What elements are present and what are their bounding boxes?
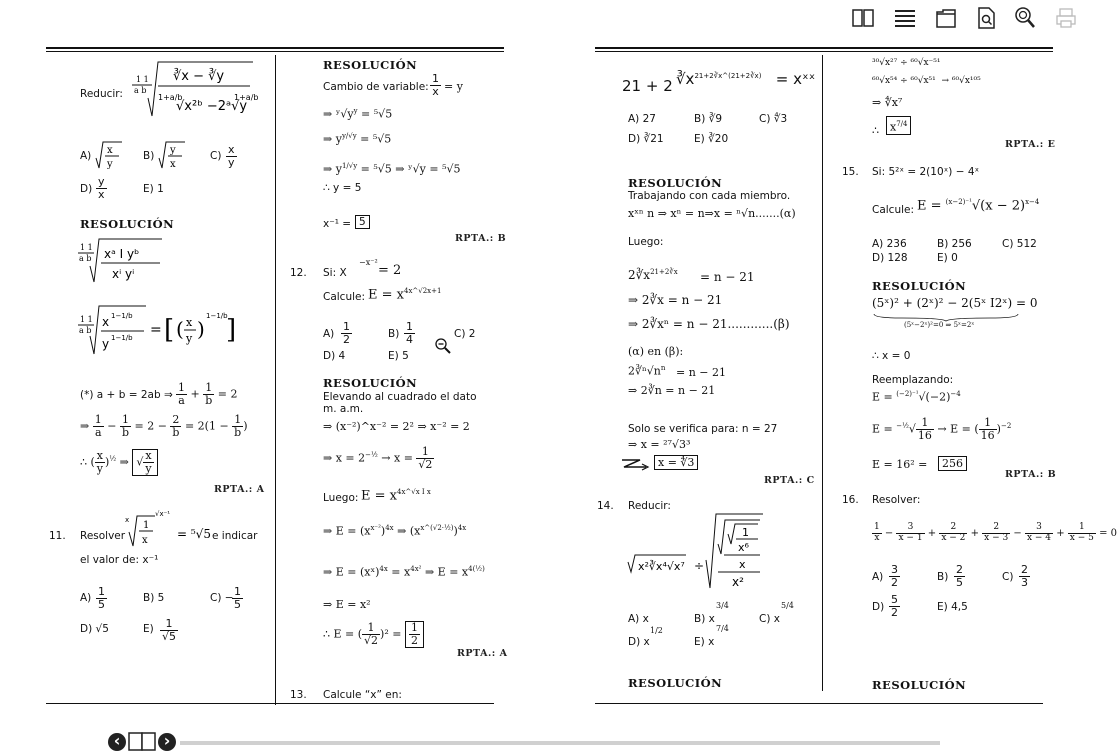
res1-step-1: = n − 21 — [700, 270, 755, 284]
problem-13-eq-rest: $∛x^{21+2∛x\^{}(21+2∛x)}$ = xˣˣ — [676, 70, 816, 88]
res1-step-4-lhs: $2∛^n√n^n$ — [628, 364, 666, 378]
mid-step-x: x⁻¹ = — [323, 218, 352, 230]
problem-15-opt-d: D) 128 — [872, 252, 908, 264]
reduce-opt-a-math — [94, 138, 124, 172]
res1-step-4: = n − 21 — [676, 366, 727, 379]
problem-14-opt-a: A) x — [628, 613, 649, 625]
problem-14-opt-c-exp: 5/4 — [781, 601, 794, 610]
problem-16-number: 16. — [842, 494, 859, 506]
problem-12-opt-c: C) 2 — [454, 328, 476, 340]
change-variable-eq: = y — [444, 80, 463, 93]
svg-text:x⁶: x⁶ — [738, 541, 749, 554]
svg-text:1−1/b: 1−1/b — [111, 312, 133, 320]
rpta-12: RPTA.: A — [457, 648, 508, 659]
problem-11-text-a: Resolver — [80, 530, 126, 542]
res-top-answer-box: $x^{7/4}$ — [886, 116, 911, 135]
next-page-button[interactable]: › — [158, 733, 176, 751]
resolution-heading-6: RESOLUCIÓN — [872, 279, 967, 293]
problem-16-opt-d: D) — [872, 601, 885, 613]
problem-11-number: 11. — [49, 530, 66, 542]
svg-text:y: y — [170, 145, 176, 156]
svg-text:1 1: 1 1 — [136, 75, 149, 84]
arrow-icon — [620, 457, 650, 469]
problem-15-step-3: E = 16² = — [872, 458, 928, 471]
problem-12-opt-e: E) 5 — [388, 350, 409, 362]
svg-text:1: 1 — [742, 526, 749, 539]
rpta-reduce: RPTA.: A — [214, 484, 265, 495]
problem-14-opt-c: C) x — [759, 613, 780, 625]
problem-15-opt-b: B) 256 — [937, 238, 972, 250]
page-scrollbar[interactable] — [180, 741, 940, 745]
problem-15-opt-a: A) 236 — [872, 238, 907, 250]
book-view-icon[interactable] — [851, 6, 875, 30]
problem-15-x0: ∴ x = 0 — [872, 350, 911, 362]
svg-text:a b: a b — [79, 254, 92, 263]
svg-text:=: = — [150, 322, 162, 338]
problem-15-eq1: (5ˣ)² + (2ˣ)² − 2(5ˣ I2ˣ) = 0 — [872, 296, 1038, 310]
reduce-opt-c-math: $\frac{x}{y}$ — [228, 143, 235, 170]
res1-step-6: ⇒ x = ²⁷√3³ — [628, 438, 691, 451]
svg-text:x: x — [125, 516, 130, 524]
problem-15-answer-box: 256 — [938, 456, 967, 471]
problem-12-number: 12. — [290, 267, 307, 279]
svg-text:1+a/b: 1+a/b — [158, 93, 183, 102]
problem-11-opt-e: E) — [143, 623, 154, 635]
page-rule-top-right — [595, 47, 1053, 49]
problem-16-equation: $\frac{1}{x}$ − $\frac{3}{x - 1}$ + $\frac{2}{x - 2}$ + $\frac{2}{x - 3}$ − $\frac{3}{x - 4}$ + $\frac{1}{x - 5}$ = 0 — [874, 522, 1117, 543]
svg-text:= ⁵√5: = ⁵√5 — [177, 527, 211, 541]
problem-14-expression — [628, 510, 818, 592]
resolution-1-expression — [76, 236, 166, 286]
problem-16-text: Resolver: — [872, 494, 921, 506]
problem-15-expression: $E = ^{(x-2)^{-1}}√(x - 2)^{x-4}$ — [917, 198, 1040, 214]
problem-16-opt-c-math: $\frac{2}{3}$ — [1021, 563, 1028, 590]
res1-step-2: ⇒ 2∛x = n − 21 — [628, 293, 723, 307]
res-top-line-1: ³⁰√x²⁷ ÷ ⁶⁰√x⁻⁵¹ — [872, 58, 941, 68]
problem-12-luego: Luego: — [323, 492, 359, 504]
resolution-heading-7: RESOLUCIÓN — [872, 678, 967, 692]
svg-text:1 1: 1 1 — [80, 243, 93, 252]
mid-step-2: ⇒ $y^{y/√y} = ^5√5$ — [323, 132, 392, 146]
svg-text:1: 1 — [143, 520, 150, 531]
svg-text:xᵃ I yᵇ: xᵃ I yᵇ — [104, 247, 140, 261]
reduce-expression — [128, 58, 258, 120]
problem-11-opt-e-math: $\frac{1}{√5}$ — [162, 617, 177, 644]
svg-text:a b: a b — [79, 326, 92, 335]
problem-15-si: Si: 5²ˣ = 2(10ˣ) − 4ˣ — [872, 166, 980, 178]
note-a-b-math: $\frac{1}{a}$ + $\frac{1}{b}$ = 2 — [178, 381, 238, 408]
problem-15-opt-e: E) 0 — [937, 252, 958, 264]
problem-11-opt-c-math: $\frac{1}{5}$ — [234, 585, 241, 612]
res1-verifica: Solo se verifica para: n = 27 — [628, 423, 778, 435]
problem-16-opt-d-math: $\frac{5}{2}$ — [891, 593, 898, 620]
answer-box-5: 5 — [355, 215, 370, 229]
reduce-opt-b: B) — [143, 150, 155, 162]
problem-14-opt-d: D) x — [628, 636, 650, 648]
problem-11-opt-c: C) − — [210, 592, 234, 604]
res1-step-1-lhs: $2∛x^{21+2∛x}$ — [628, 268, 678, 282]
svg-text:x: x — [739, 558, 746, 571]
page-rule-top-left-thin — [46, 51, 504, 52]
res1-step-3: ⇒ 2∛xⁿ = n − 21............(β) — [628, 317, 790, 331]
problem-11-expression — [125, 510, 215, 550]
svg-text:x²: x² — [732, 575, 744, 589]
res1-alpha-beta: (α) en (β): — [628, 345, 684, 358]
svg-text:x²∛x⁴√x⁷: x²∛x⁴√x⁷ — [638, 560, 685, 573]
problem-12-exponent: −x⁻² — [359, 258, 378, 267]
column-divider-left — [275, 55, 276, 705]
mid-step-y: ∴ y = 5 — [323, 182, 362, 194]
svg-text:(: ( — [176, 317, 184, 341]
res-top-answer-base: x — [890, 120, 897, 134]
problem-13-opt-c: C) ∜3 — [759, 113, 788, 125]
problem-14-opt-b-exp: 3/4 — [716, 601, 729, 610]
problem-16-opt-a: A) — [872, 571, 884, 583]
svg-text:∛x − ∛y: ∛x − ∛y — [173, 69, 225, 84]
svg-text:[: [ — [164, 315, 175, 345]
problem-15-calcule: Calcule: — [872, 204, 915, 216]
svg-text:x: x — [102, 315, 110, 329]
svg-text:1 1: 1 1 — [80, 315, 93, 324]
list-view-icon[interactable] — [893, 6, 917, 30]
problem-14-opt-e: E) x — [694, 636, 715, 648]
problem-12-expression: $E = x^{4x\^{}√2x+1}$ — [368, 287, 442, 303]
problem-11-opt-b: B) 5 — [143, 592, 165, 604]
svg-text:√x²ᵇ −2ᵃ√y: √x²ᵇ −2ᵃ√y — [176, 99, 248, 114]
page-rule-top-right-thin — [595, 51, 1053, 52]
step-result: ∴ ( $\frac{x}{y}$ )$^{\frac{1}{2}}$ ⇒ √ $\frac{x}{y}$ — [80, 449, 158, 476]
problem-12-opt-d: D) 4 — [323, 350, 346, 362]
page-rule-top-left — [46, 47, 504, 49]
problem-16-opt-a-math: $\frac{3}{2}$ — [891, 563, 898, 590]
svg-text:1−1/b: 1−1/b — [111, 334, 133, 342]
svg-text:): ) — [197, 317, 205, 341]
res1-line-1: xˣⁿ n ⇒ xⁿ = n⇒x = ⁿ√n.......(α) — [628, 207, 796, 220]
problem-16-opt-b-math: $\frac{2}{5}$ — [956, 563, 963, 590]
problem-12-opt-b: B) — [388, 328, 400, 340]
problem-16-opt-e: E) 4,5 — [937, 601, 968, 613]
svg-text:x: x — [142, 535, 148, 546]
problem-14-opt-d-exp: 1/2 — [650, 626, 663, 635]
svg-text:÷: ÷ — [694, 559, 705, 573]
problem-13-opt-e: E) ∛20 — [694, 133, 729, 145]
problem-12-step-2: ⇒ $x = 2^{-\frac{1}{2}} \to x$ = $\frac{1}{√2}$ — [323, 445, 433, 472]
reducir-label: Reducir: — [80, 88, 123, 100]
reduce-opt-b-math — [157, 138, 187, 172]
res-top-line-2: ⁶⁰√x⁵⁴ ÷ ⁶⁰√x⁵¹ → ⁶⁰√x¹⁰⁵ — [872, 76, 981, 86]
reduce-opt-d-math: $\frac{y}{x}$ — [98, 175, 105, 202]
problem-13-opt-b: B) ∛9 — [694, 113, 723, 125]
problem-13-opt-a: A) 27 — [628, 113, 656, 125]
problem-13-eq-lhs: 21 + 2 — [622, 77, 673, 95]
res1-luego: Luego: — [628, 236, 664, 248]
problem-14-number: 14. — [597, 500, 614, 512]
resolution-2-expression — [76, 298, 246, 360]
resolution-heading-5: RESOLUCIÓN — [628, 676, 723, 690]
problem-12-luego-expr: $E = x^{4x\^{}√x I x}$ — [361, 488, 431, 504]
prev-page-button[interactable]: ‹ — [108, 733, 126, 751]
problem-11-opt-d: D) √5 — [80, 623, 109, 635]
print-icon[interactable] — [1054, 6, 1078, 30]
res1-answer-box: x = ∜3 — [654, 455, 698, 470]
problem-16-eq-rhs: = 0 — [1099, 527, 1117, 539]
problem-12-mam: m. a.m. — [323, 403, 364, 415]
problem-14-opt-b: B) x — [694, 613, 715, 625]
res-top-arrow: ⇒ ∜x⁷ — [872, 96, 903, 109]
problem-12-step-4: ⇒ E = (xˣ)$^{4x}$ = $x^{4x^2}$ ⇒ $E = x^{4(\frac{1}{2})}$ — [323, 565, 485, 579]
mid-step-1: ⇒ $ʸ√y^y = ^5√5$ — [323, 107, 393, 121]
problem-16-opt-b: B) — [937, 571, 949, 583]
svg-text:1−1/b: 1−1/b — [206, 312, 228, 320]
rpta-15: RPTA.: B — [1005, 469, 1057, 480]
svg-text:√x⁻¹: √x⁻¹ — [155, 510, 171, 518]
page-rule-bottom-right — [595, 703, 1043, 704]
problem-12-opt-a-math: $\frac{1}{2}$ — [343, 320, 350, 347]
res1-trabajando: Trabajando con cada miembro. — [628, 190, 791, 202]
problem-11-opt-a-math: $\frac{1}{5}$ — [98, 585, 105, 612]
resolution-heading-4: RESOLUCIÓN — [628, 176, 723, 190]
svg-text:y: y — [186, 332, 193, 345]
step-fractions: ⇒ $\frac{1}{a}$ − $\frac{1}{b}$ = 2 − $\frac{2}{b}$ = 2(1 − $\frac{1}{b}$ ) — [80, 413, 248, 440]
reduce-opt-e: E) 1 — [143, 183, 164, 195]
svg-text:1+a/b: 1+a/b — [234, 93, 259, 102]
problem-11-opt-a: A) — [80, 592, 92, 604]
zoom-icon[interactable] — [1013, 6, 1037, 30]
problem-12-step-3: ⇒ $E = (x^{x^{-2}})^{4x}$ ⇒ $(x^{x\^{}(√2\cdot\frac{1}{2})})^{4x}$ — [323, 524, 467, 538]
svg-text:]: ] — [226, 315, 237, 345]
page-rule-bottom-left — [46, 703, 494, 704]
problem-15-sub: (5ˣ−2ˣ)²=0 ⇒ 5ˣ=2ˣ — [904, 321, 975, 329]
problem-12-si: Si: X — [323, 267, 347, 279]
problem-15-reemplazando: Reemplazando: — [872, 374, 954, 386]
zoom-out-cursor-icon[interactable] — [434, 337, 452, 355]
resolution-heading-2: RESOLUCIÓN — [323, 58, 418, 72]
note-a-b: (*) a + b = 2ab ⇒ — [80, 389, 173, 401]
res1-step-5: ⇒ 2∛n = n − 21 — [628, 384, 716, 397]
problem-12-step-5: ⇒ E = x² — [323, 598, 371, 611]
resolution-heading-3: RESOLUCIÓN — [323, 376, 418, 390]
reduce-opt-c: C) — [210, 150, 222, 162]
res-top-therefore: ∴ — [872, 124, 879, 137]
svg-text:x: x — [107, 145, 113, 156]
problem-11-text-c: el valor de: x⁻¹ — [80, 554, 159, 566]
rpta-13: RPTA.: C — [764, 475, 815, 486]
reduce-opt-a: A) — [80, 150, 92, 162]
change-variable-text: Cambio de variable: — [323, 81, 429, 93]
problem-15-opt-c: C) 512 — [1002, 238, 1037, 250]
problem-12-elevando: Elevando al cuadrado el dato — [323, 391, 477, 403]
svg-text:y: y — [107, 159, 113, 170]
problem-14-text: Reducir: — [628, 500, 671, 512]
problem-12-eq: = 2 — [378, 263, 402, 278]
reduce-opt-d: D) — [80, 183, 93, 195]
problem-15-number: 15. — [842, 166, 859, 178]
svg-text:x: x — [186, 316, 193, 329]
problem-15-step-1: $E = ^{(-2)^{-1}}√(-2)^{-4}$ — [872, 390, 961, 404]
problem-11-text-b: e indicar — [212, 530, 258, 542]
svg-text:x: x — [170, 159, 176, 170]
change-variable-frac: $\frac{1}{x}$ — [432, 72, 439, 99]
book-nav-icon[interactable] — [127, 730, 159, 752]
svg-text:y: y — [102, 337, 110, 351]
problem-12-calcule: Calcule: — [323, 291, 366, 303]
problem-12-step-6: ∴ E = ( $\frac{1}{√2}$ )² = $\frac{1}{2}$ — [323, 621, 424, 648]
problem-12-opt-a: A) — [323, 328, 335, 340]
search-page-icon[interactable] — [974, 6, 998, 30]
resolution-heading-1: RESOLUCIÓN — [80, 217, 175, 231]
rpta-mid: RPTA.: B — [455, 233, 507, 244]
problem-16-opt-c: C) — [1002, 571, 1014, 583]
problem-12-step-1: ⇒ (x⁻²)^x⁻² = 2² ⇒ x⁻² = 2 — [323, 420, 470, 433]
problem-13-text: Calcule “x” en: — [323, 689, 402, 701]
problem-12-opt-b-math: $\frac{1}{4}$ — [406, 320, 413, 347]
svg-text:xⁱ yⁱ: xⁱ yⁱ — [112, 267, 135, 281]
problem-14-opt-e-exp: 7/4 — [716, 624, 729, 633]
column-divider-right — [822, 55, 823, 691]
problem-15-step-2: E = $^{-\frac{1}{2}}$√ $\frac{1}{16}$ → E = ( $\frac{1}{16}$ )$^{-2}$ — [872, 416, 1012, 443]
problem-13-opt-d: D) ∛21 — [628, 133, 664, 145]
problem-13-number: 13. — [290, 689, 307, 701]
tab-view-icon[interactable] — [934, 6, 958, 30]
rpta-14: RPTA.: E — [1005, 139, 1056, 150]
mid-step-3: ⇒ $y^{1/√y} = ^5√5$ ⇒ ʸ√y = ⁵√5 — [323, 162, 461, 176]
svg-text:a b: a b — [134, 86, 147, 95]
